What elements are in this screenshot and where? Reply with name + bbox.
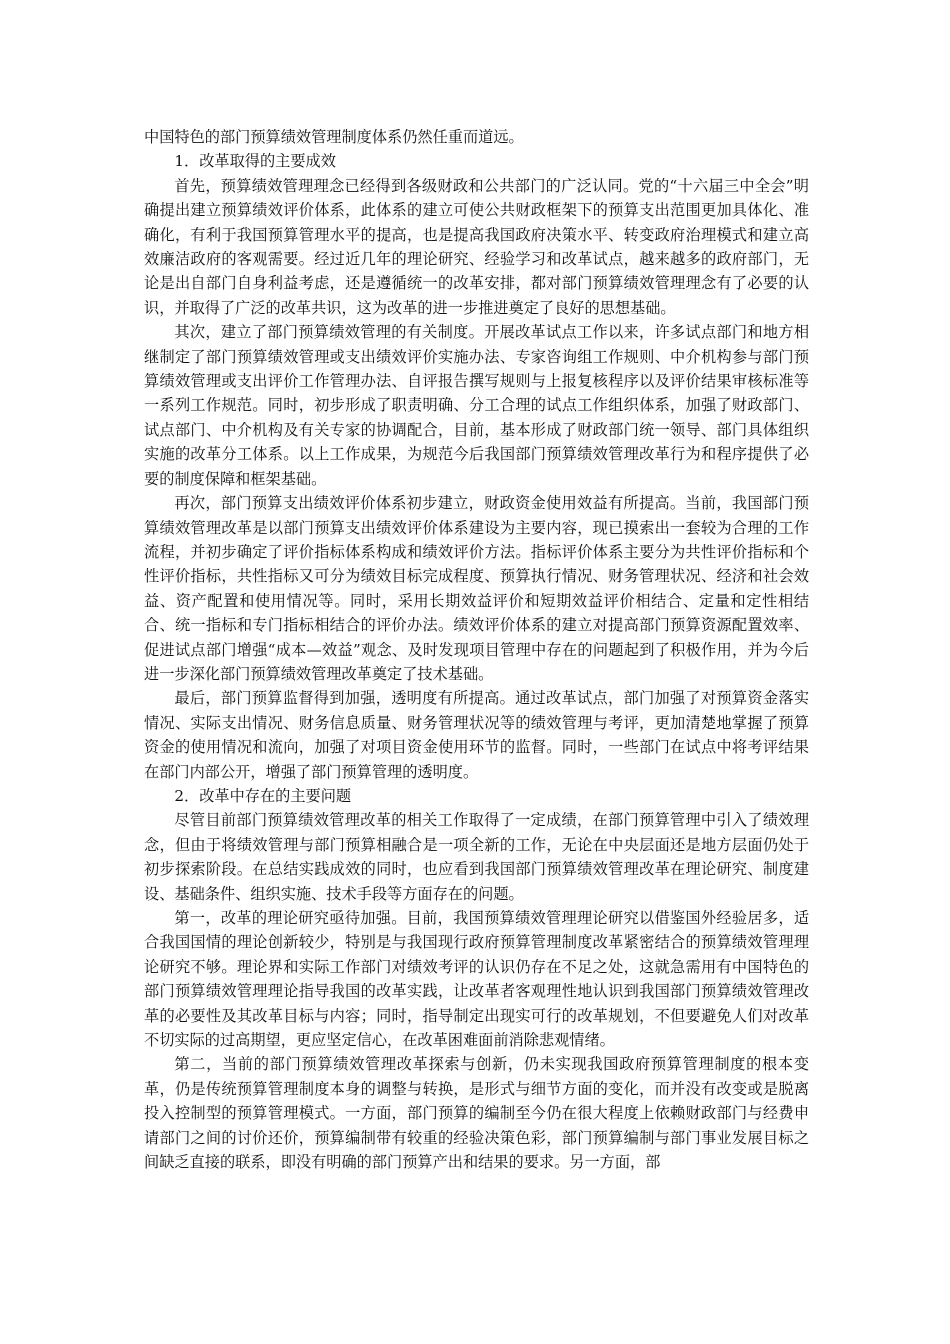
- paragraph-problem-two: 第二，当前的部门预算绩效管理改革探索与创新，仍未实现我国政府预算管理制度的根本变革，仍是传统预算管理制度本身的调整与转换，是形式与细节方面的变化，而并没有改变或是脱离投入控制型的预算管理模式。一方面，部门预算的编制至今仍在很大程度上依赖财政部门与经费申请部门之间的讨价还价，预算编制带有较重的经验决策色彩，部门预算编制与部门事业发展目标之间缺乏直接的联系，即没有明确的部门预算产出和结果的要求。另一方面，部: [144, 1055, 809, 1172]
- section-heading-problems: 2．改革中存在的主要问题: [174, 786, 352, 805]
- document-page: [144, 125, 809, 1174]
- paragraph-problem-one: 第一，改革的理论研究亟待加强。目前，我国预算绩效管理理论研究以借鉴国外经验居多，适合我国国情的理论创新较少，特别是与我国现行政府预算管理制度改革紧密结合的预算绩效管理理论研究不够。理论界和实际工作部门对绩效考评的认识仍存在不足之处，这就急需用有中国特色的部门预算绩效管理理论指导我国的改革实践，让改革者客观理性地认识到我国部门预算绩效管理改革的必要性及其改革目标与内容；同时，指导制定出现实可行的改革规划，不但要避免人们对改革不切实际的过高期望，更应坚定信心，在改革困难面前消除悲观情绪。: [144, 909, 809, 1050]
- section-heading-achievements: 1．改革取得的主要成效: [174, 152, 336, 171]
- paragraph-problems-intro: 尽管目前部门预算绩效管理改革的相关工作取得了一定成绩，在部门预算管理中引入了绩效理念，但由于将绩效管理与部门预算相融合是一项全新的工作，无论在中央层面还是地方层面仍处于初步探索阶段。在总结实践成效的同时，也应看到我国部门预算绩效管理改革在理论研究、制度建设、基础条件、组织实施、技术手段等方面存在的问题。: [144, 811, 809, 903]
- paragraph-second: 其次，建立了部门预算绩效管理的有关制度。开展改革试点工作以来，许多试点部门和地方相继制定了部门预算绩效管理或支出绩效评价实施办法、专家咨询组工作规则、中介机构参与部门预算绩效管理或支出评价工作管理办法、自评报告撰写规则与上报复核程序以及评价结果审核标准等一系列工作规范。同时，初步形成了职责明确、分工合理的试点工作组织体系，加强了财政部门、试点部门、中介机构及有关专家的协调配合，目前，基本形成了财政部门统一领导、部门具体组织实施的改革分工体系。以上工作成果，为规范今后我国部门预算绩效管理改革行为和程序提供了必要的制度保障和框架基础。: [144, 323, 809, 488]
- paragraph-continuation: 中国特色的部门预算绩效管理制度体系仍然任重而道远。: [144, 128, 524, 146]
- paragraph-finally: 最后，部门预算监督得到加强，透明度有所提高。通过改革试点，部门加强了对预算资金落实情况、实际支出情况、财务信息质量、财务管理状况等的绩效管理与考评，更加清楚地掌握了预算资金的使用情况和流向，加强了对项目资金使用环节的监督。同时，一些部门在试点中将考评结果在部门内部公开，增强了部门预算管理的透明度。: [144, 689, 809, 781]
- paragraph-first: 首先，预算绩效管理理念已经得到各级财政和公共部门的广泛认同。党的“十六届三中全会”明确提出建立预算绩效评价体系，此体系的建立可使公共财政框架下的预算支出范围更加具体化、准确化，有利于我国预算管理水平的提高，也是提高我国政府决策水平、转变政府治理模式和建立高效廉洁政府的客观需要。经过近几年的理论研究、经验学习和改革试点，越来越多的政府部门，无论是出自部门自身利益考虑，还是遵循统一的改革安排，都对部门预算绩效管理理念有了必要的认识，并取得了广泛的改革共识，这为改革的进一步推进奠定了良好的思想基础。: [144, 176, 809, 317]
- paragraph-third: 再次，部门预算支出绩效评价体系初步建立，财政资金使用效益有所提高。当前，我国部门预算绩效管理改革是以部门预算支出绩效评价体系建设为主要内容，现已摸索出一套较为合理的工作流程，并初步确定了评价指标体系构成和绩效评价方法。指标评价体系主要分为共性评价指标和个性评价指标，共性指标又可分为绩效目标完成程度、预算执行情况、财务管理状况、经济和社会效益、资产配置和使用情况等。同时，采用长期效益评价和短期效益评价相结合、定量和定性相结合、统一指标和专门指标相结合的评价办法。绩效评价体系的建立对提高部门预算资源配置效率、促进试点部门增强“成本—效益”观念、及时发现项目管理中存在的问题起到了积极作用，并为今后进一步深化部门预算绩效管理改革奠定了技术基础。: [144, 494, 809, 683]
